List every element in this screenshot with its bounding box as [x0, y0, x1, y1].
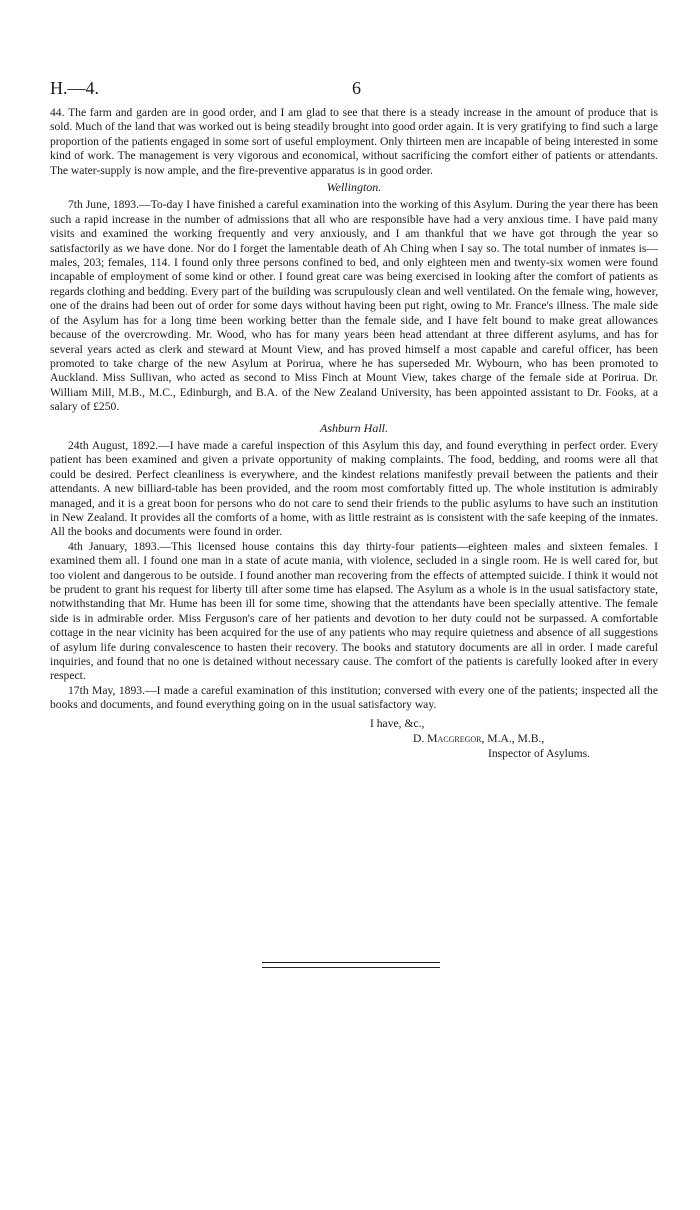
- paragraph-44: 44. The farm and garden are in good order, and I am glad to see that there is a steady increase in the amount of produce that is sold. Much of the land that was worked out is being steadily brought into good order again. It is very gratifying to find such a large proportion of the patients engaged in some sort of useful employment. Only thirteen men are incapable of being interested in some kind of work. The management is very vigorous and economical, without sacrificing the comfort either of patients or attendants. The water-supply is now ample, and the fire-preventive apparatus is in good order.: [50, 106, 659, 177]
- signature-name: D. Macgregor, M.A., M.B.,: [413, 731, 545, 745]
- end-rule-divider: [262, 962, 440, 968]
- paragraph-ashburn-jan-1893: 4th January, 1893.—This licensed house contains this day thirty-four patients—eighteen males and sixteen females. I examined them all. I found one man in a state of acute mania, with violence, secluded in a single room. He is well cared for, but too violent and dangerous to be outside. I found another man recovering from the effects of attempted suicide. I think it would not be prudent to grant his request for liberty till after some time has elapsed. The Asylum as a whole is in the usual satisfactory state, notwithstanding that Mr. Hume has been ill for some time, showing that the attendants have been specially attentive. The female side is in admirable order. Miss Ferguson's care of her patients and devotion to her duty could not be surpassed. A comfortable cottage in the near vicinity has been acquired for the use of any patients who may require quietness and absence of all suggestions of asylum life during convalescence to hasten their recovery. The books and statutory documents are all in order. I made careful inquiries, and found that no one is detained without necessary cause. The comfort of the patients is carefully looked after in every respect.: [50, 539, 658, 683]
- signature-block: [50, 717, 658, 775]
- series-code: H.—4.: [50, 78, 99, 98]
- page-number: 6: [352, 78, 361, 98]
- document-body: [50, 106, 658, 775]
- signature-closing: I have, &c.,: [370, 716, 425, 730]
- signature-title: Inspector of Asylums.: [488, 746, 591, 760]
- section-heading-ashburn-hall: Ashburn Hall.: [319, 420, 388, 435]
- paragraph-wellington: 7th June, 1893.—To-day I have finished a careful examination into the working of this Asylum. During the year there has been such a rapid increase in the number of admissions that all who are responsible have had a very anxious time. I have paid many visits and examined the working frequently and very anxiously, and I am thankful that we have got through the year so satisfactorily as we have done. Nor do I forget the lamentable death of Ah Ching when I say so. The total number of inmates is—males, 203; females, 114. I found only three persons confined to bed, and only eighteen men and twenty-six women were found incapable of employment of some kind or other. I found great care was being exercised in looking after the comfort of patients as regards clothing and bedding. Every part of the building was scrupulously clean and well ventilated. On the female wing, however, one of the drains had been out of order for some days without having been put right, owing to Mr. France's illness. The male side of the Asylum has for a long time been working better than the female side, and I have felt bound to make great allowances because of the overcrowding. Mr. Wood, who has for many years been head attendant at three different asylums, and has for several years acted as clerk and steward at Mount View, and has proved himself a most capable and careful officer, has been promoted to take charge of the new Asylum at Porirua, where he has superseded Mr. Wybourn, who has been promoted to Auckland. Miss Sullivan, who acted as second to Miss Finch at Mount View, takes charge of the female side at Porirua. Dr. William Mill, M.B., M.C., Edinburgh, and B.A. of the New Zealand University, has been appointed assistant to Dr. Fooks, at a salary of £250.: [50, 198, 658, 414]
- section-heading-wellington: Wellington.: [326, 180, 382, 195]
- paragraph-ashburn-1892: 24th August, 1892.—I have made a careful inspection of this Asylum this day, and found everything in perfect order. Every patient has been examined and given a private opportunity of making complaints. The food, bedding, and rooms were all that could be desired. Perfect cleanliness is everywhere, and the kindest relations manifestly prevail between the patients and their attendants. A new billiard-table has been provided, and the room most comfortably fitted up. The whole institution is admirably managed, and it is a great boon for persons who do not care to send their friends to the public asylums to have such an institution in New Zealand. It provides all the comforts of a home, with as little restraint as is consistent with the safe keeping of the inmates. All the books and documents were found in order.: [50, 438, 658, 539]
- paragraph-ashburn-may-1893: 17th May, 1893.—I made a careful examination of this institution; conversed with every one of the patients; inspected all the books and documents, and found everything going on in the usual satisfactory way.: [50, 683, 658, 712]
